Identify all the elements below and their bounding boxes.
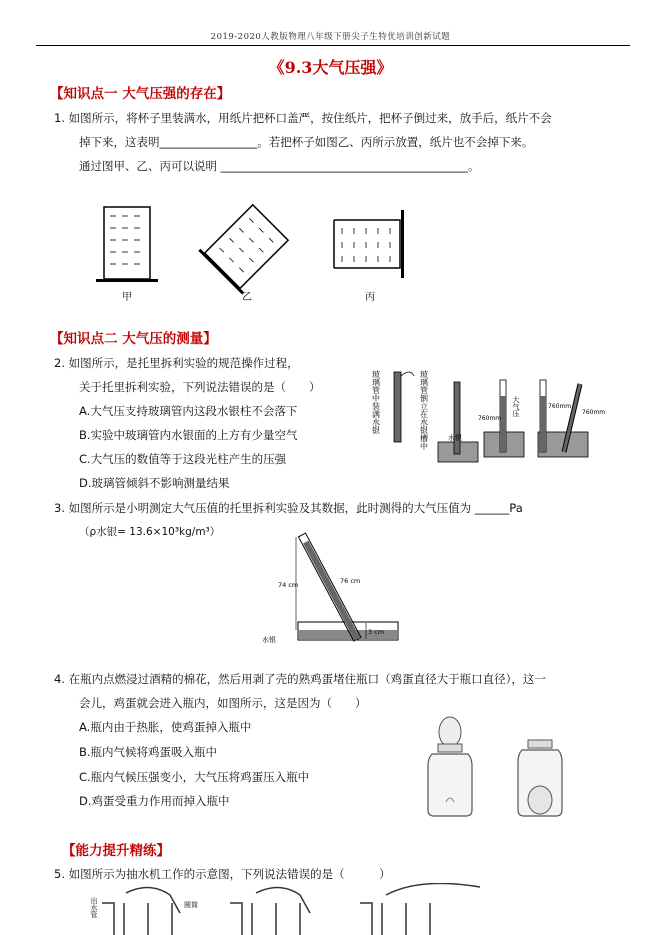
section-heading-3: 【能力提升精练】 — [62, 843, 170, 859]
fig-label-hg: 水银 — [448, 434, 462, 442]
fig-label-3cm: 3 cm — [368, 628, 385, 636]
q2-option-a: A.大气压支持玻璃管内这段水银柱不会落下 — [79, 404, 298, 418]
cup-label-yi: 乙 — [242, 292, 252, 303]
bottle-egg-inside — [518, 740, 562, 816]
cup-sideways-bing — [334, 210, 404, 278]
q1-line2: 掉下来，这表明_________________。若把杯子如图乙、丙所示放置，纸片也不会掉下来。 — [79, 135, 534, 149]
q1-line1: 1. 如图所示，将杯子里装满水，用纸片把杯口盖严，按住纸片，把杯子倒过来，放手后，纸片不会 — [54, 111, 552, 125]
q4-egg-bottles-figure — [418, 710, 578, 820]
q2-line1: 2. 如图所示，是托里拆利实验的规范操作过程， — [54, 356, 299, 370]
q1-cups-figure — [90, 190, 430, 305]
cup-tilted-yi — [198, 201, 292, 295]
fig-label-invert-tube: 玻璃管倒立在水银槽中 — [419, 370, 429, 450]
q5-line1: 5. 如图所示为抽水机工作的示意图，下列说法错误的是（ ） — [54, 867, 391, 881]
fig-label-outlet: 出水管 — [90, 897, 98, 918]
fig-label-760-a: 760mm — [478, 415, 502, 422]
q1-line3: 通过图甲、乙、丙可以说明 ___________________________________________。 — [79, 159, 480, 173]
cup-label-bing: 丙 — [365, 292, 375, 303]
q5-pump-figure — [80, 883, 500, 935]
fig-label-hg-q3: 水银 — [262, 636, 276, 644]
q4-option-a: A.瓶内由于热胀，使鸡蛋掉入瓶中 — [79, 720, 252, 734]
fig-label-760-b: 760mm — [548, 403, 572, 410]
q2-option-c: C.大气压的数值等于这段光柱产生的压强 — [79, 452, 287, 466]
cup-upright-jia — [96, 207, 158, 282]
step1-filled-tube — [394, 372, 414, 442]
bottle-egg-on-top — [428, 717, 472, 816]
q4-option-b: B.瓶内气候将鸡蛋吸入瓶中 — [79, 745, 218, 759]
section-heading-2: 【知识点二 大气压的测量】 — [50, 331, 217, 347]
cup-label-jia: 甲 — [122, 292, 132, 303]
fig-label-cylinder: 圆筒 — [184, 901, 198, 909]
q2-option-d: D.玻璃管倾斜不影响测量结果 — [79, 476, 230, 490]
fig-label-760-c: 760mm — [582, 409, 606, 416]
q4-option-d: D.鸡蛋受重力作用而掉入瓶中 — [79, 794, 230, 808]
q3-line2: （ρ水银= 13.6×10³kg/m³） — [79, 526, 221, 538]
fig-label-76cm: 76 cm — [340, 577, 361, 585]
q4-option-c: C.瓶内气候压强变小，大气压将鸡蛋压入瓶中 — [79, 770, 310, 784]
q4-line1: 4. 在瓶内点燃浸过酒精的棉花，然后用剥了壳的熟鸡蛋堵住瓶口（鸡蛋直径大于瓶口直径），这一 — [54, 672, 546, 686]
step2-invert-tube — [438, 382, 478, 462]
page-title: 《9.3大气压强》 — [268, 58, 393, 77]
q2-option-b: B.实验中玻璃管内水银面的上方有少量空气 — [79, 428, 298, 442]
fig-label-74cm: 74 cm — [278, 581, 299, 589]
q3-line1: 3. 如图所示是小明测定大气压值的托里拆利实验及其数据，此时测得的大气压值为 ______Pa — [54, 501, 523, 515]
q4-line2: 会儿，鸡蛋就会进入瓶内，如图所示，这是因为（ ） — [79, 696, 367, 710]
q2-line2: 关于托里拆利实验，下列说法错误的是（ ） — [79, 380, 321, 394]
q3-tilted-tube-figure — [258, 527, 408, 652]
fig-label-atm: 大气压 — [512, 396, 520, 417]
header-divider — [36, 45, 630, 46]
q2-torricelli-figure — [368, 362, 613, 467]
fig-label-fill-tube: 玻璃管中装满水银 — [371, 370, 381, 434]
page-header: 2019-2020人教版物理八年级下册尖子生特优培训创新试题 — [210, 32, 451, 42]
section-heading-1: 【知识点一 大气压强的存在】 — [50, 86, 231, 102]
step3-vertical-tube — [478, 380, 524, 457]
step4-tilted-tube — [538, 380, 605, 457]
